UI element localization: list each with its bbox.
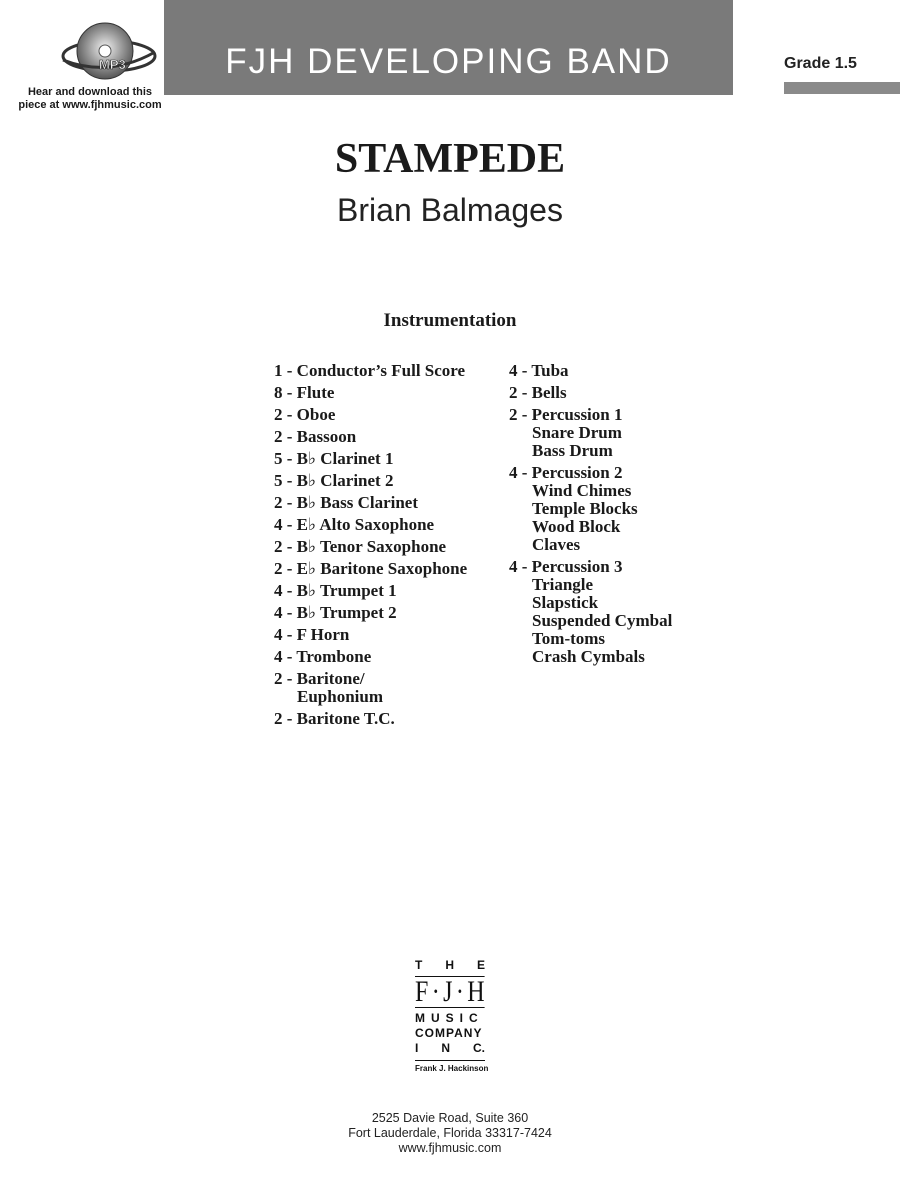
instrument-item — [274, 428, 504, 446]
logo-mark-dot: · — [431, 975, 440, 1008]
mp3-label: MP3 — [99, 57, 126, 72]
logo-music: MUSIC — [415, 1011, 484, 1025]
instrumentation-column-left — [274, 362, 504, 732]
instrument-item — [274, 582, 504, 600]
instrument-part: 2 - Bells — [509, 383, 567, 402]
grade-bar — [784, 82, 900, 94]
logo-letter: C. — [472, 1041, 485, 1055]
instrument-part: 4 - Percussion 3 — [509, 557, 623, 576]
instrument-item — [274, 604, 504, 622]
instrument-item — [274, 560, 504, 578]
fjh-logo — [415, 958, 489, 1073]
instrument-part: 2 - Baritone T.C. — [274, 709, 395, 728]
instrument-part: 4 - F Horn — [274, 625, 350, 644]
instrument-item — [274, 362, 504, 380]
logo-bottom-letters — [415, 1041, 485, 1056]
instrument-part: 4 - Trombone — [274, 647, 372, 666]
instrument-part: 2 - Oboe — [274, 405, 336, 424]
instrument-part: 2 - Baritone/ — [274, 669, 365, 688]
instrument-item — [509, 384, 729, 402]
logo-letter: N — [441, 1041, 450, 1055]
instrument-part: 2 - Bassoon — [274, 427, 357, 446]
instrument-subpart: Triangle — [532, 575, 594, 594]
grade-label: Grade 1.5 — [784, 55, 857, 72]
logo-mark-letter: H — [467, 975, 485, 1008]
logo-rule — [415, 1060, 485, 1061]
instrument-subpart: Euphonium — [297, 687, 383, 706]
instrument-item — [274, 538, 504, 556]
series-banner — [164, 0, 733, 95]
mp3-caption-line-2: piece at www.fjhmusic.com — [18, 99, 162, 111]
instrument-part: 4 - B♭ Trumpet 1 — [274, 581, 397, 600]
instrument-part: 4 - B♭ Trumpet 2 — [274, 603, 397, 622]
instrument-part: 1 - Conductor’s Full Score — [274, 361, 466, 380]
instrument-part: 4 - E♭ Alto Saxophone — [274, 515, 435, 534]
instrument-part: 2 - B♭ Bass Clarinet — [274, 493, 419, 512]
logo-letter: T — [415, 958, 423, 972]
instrument-item — [509, 464, 729, 554]
instrument-subpart: Temple Blocks — [532, 499, 638, 518]
instrument-part: 2 - E♭ Baritone Saxophone — [274, 559, 468, 578]
instrument-item — [509, 558, 729, 666]
instrument-item — [509, 362, 729, 380]
instrument-item — [274, 648, 504, 666]
logo-top-letters — [415, 958, 485, 973]
instrument-subpart: Wind Chimes — [532, 481, 632, 500]
instrument-subpart: Bass Drum — [532, 441, 613, 460]
instrument-item — [274, 384, 504, 402]
instrument-part: 4 - Tuba — [509, 361, 569, 380]
address-web-link[interactable]: www.fjhmusic.com — [398, 1141, 502, 1155]
cd-disc-icon — [55, 20, 165, 90]
logo-letter: H — [445, 958, 454, 972]
composer-name: Brian Balmages — [337, 192, 563, 228]
logo-letter: E — [476, 958, 485, 972]
instrument-part: 2 - B♭ Tenor Saxophone — [274, 537, 447, 556]
mp3-caption — [0, 86, 180, 112]
address-city: Fort Lauderdale, Florida 33317-7424 — [348, 1126, 552, 1140]
logo-mark-letter: J — [443, 975, 453, 1008]
instrument-subpart: Claves — [532, 535, 581, 554]
instrument-part: 4 - Percussion 2 — [509, 463, 623, 482]
instrument-subpart: Snare Drum — [532, 423, 622, 442]
instrument-item — [274, 670, 504, 706]
instrument-part: 5 - B♭ Clarinet 2 — [274, 471, 394, 490]
instrument-item — [274, 450, 504, 468]
instrument-item — [274, 494, 504, 512]
publisher-address — [0, 1111, 900, 1156]
logo-fjh-mark — [415, 976, 485, 1008]
piece-title: STAMPEDE — [334, 136, 566, 182]
mp3-badge[interactable] — [20, 8, 160, 118]
instrument-item — [274, 472, 504, 490]
instrument-item — [509, 406, 729, 460]
instrument-part: 8 - Flute — [274, 383, 335, 402]
address-street: 2525 Davie Road, Suite 360 — [371, 1111, 529, 1125]
logo-signature: Frank J. Hackinson — [415, 1064, 489, 1073]
instrumentation-column-right — [509, 362, 729, 670]
instrument-item — [274, 406, 504, 424]
logo-company: COMPANY — [415, 1026, 483, 1040]
series-title: FJH DEVELOPING BAND — [225, 41, 672, 81]
instrument-subpart: Suspended Cymbal — [532, 611, 673, 630]
instrument-item — [274, 626, 504, 644]
instrument-subpart: Tom-toms — [532, 629, 606, 648]
instrumentation-heading: Instrumentation — [383, 310, 517, 331]
instrument-part: 2 - Percussion 1 — [509, 405, 623, 424]
instrument-subpart: Wood Block — [532, 517, 621, 536]
instrument-subpart: Slapstick — [532, 593, 599, 612]
instrument-part: 5 - B♭ Clarinet 1 — [274, 449, 394, 468]
logo-mark-letter: F — [415, 975, 429, 1008]
mp3-caption-line-1: Hear and download this — [27, 86, 153, 98]
logo-mark-dot: · — [455, 975, 464, 1008]
instrument-item — [274, 710, 504, 728]
instrument-subpart: Crash Cymbals — [532, 647, 645, 666]
instrument-item — [274, 516, 504, 534]
logo-letter: I — [415, 1041, 419, 1055]
